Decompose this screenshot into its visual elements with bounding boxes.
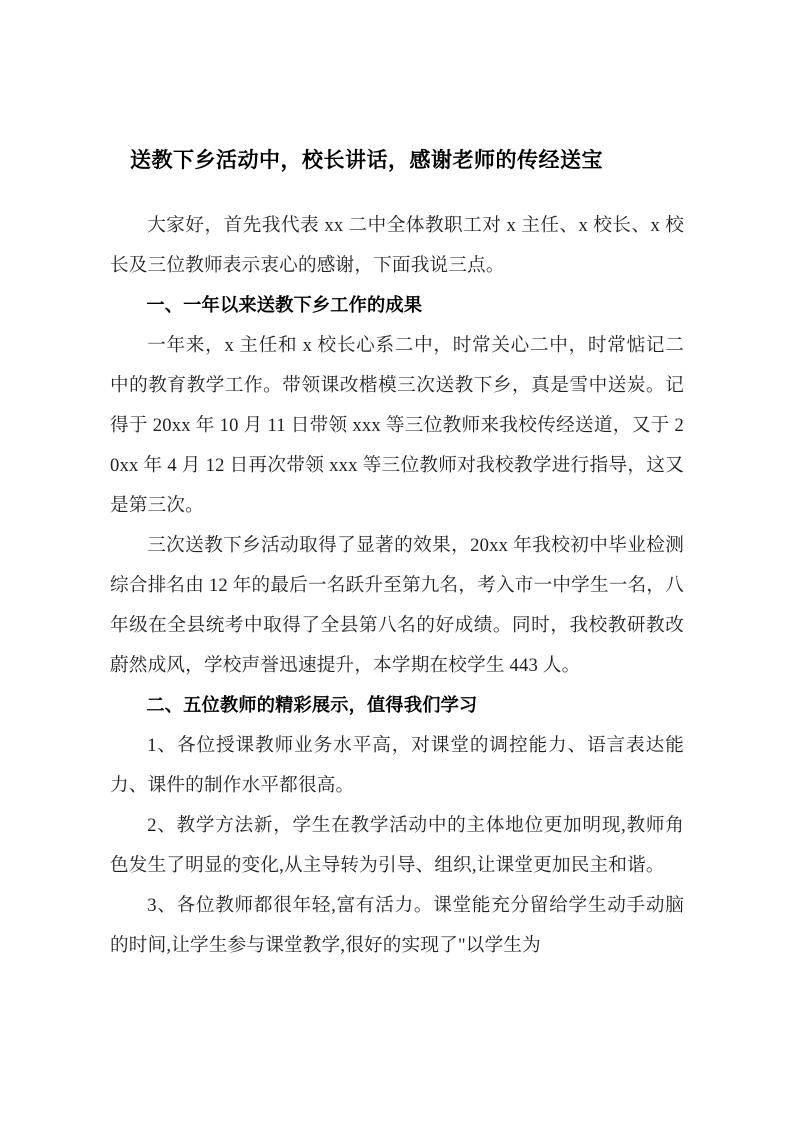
heading-section-two: 二、五位教师的精彩展示，值得我们学习 <box>146 695 478 716</box>
heading-section-one: 一、一年以来送教下乡工作的成果 <box>146 295 423 316</box>
paragraph-item-1: 1、各位授课教师业务水平高，对课堂的调控能力、语言表达能力、课件的制作水平都很高。 <box>110 735 684 796</box>
paragraph-item-2: 2、教学方法新，学生在教学活动中的主体地位更加明现,教师角色发生了明显的变化,从主导转为引导、组织,让课堂更加民主和谐。 <box>110 815 684 876</box>
paragraph-item-3: 3、各位教师都很年轻,富有活力。课堂能充分留给学生动手动脑的时间,让学生参与课堂教学,很好的实现了"以学生为 <box>110 895 684 956</box>
paragraph-greeting: 大家好，首先我代表 xx 二中全体教职工对 x 主任、x 校长、x 校长及三位教师表示衷心的感谢，下面我说三点。 <box>110 215 684 276</box>
paragraph-section-one-body-2: 三次送教下乡活动取得了显著的效果，20xx 年我校初中毕业检测综合排名由 12 年的最后一名跃升至第九名，考入市一中学生一名，八年级在全县统考中取得了全县第八名的好成绩。同时，我校教研教改蔚然成风，学校声誉迅速提升，本学期在校学生 443 人。 <box>110 535 684 676</box>
document-content <box>110 140 684 966</box>
page-title: 送教下乡活动中，校长讲话，感谢老师的传经送宝 <box>130 148 603 172</box>
paragraph-section-one-body-1: 一年来，x 主任和 x 校长心系二中，时常关心二中，时常惦记二中的教育教学工作。带领课改楷模三次送教下乡，真是雪中送炭。记得于 20xx 年 10 月 11 日带领 xxx 等三位教师来我校传经送道，又于 20xx 年 4 月 12 日再次带领 xxx 等三位教师对我校教学进行指导，这又是第三次。 <box>110 335 684 516</box>
